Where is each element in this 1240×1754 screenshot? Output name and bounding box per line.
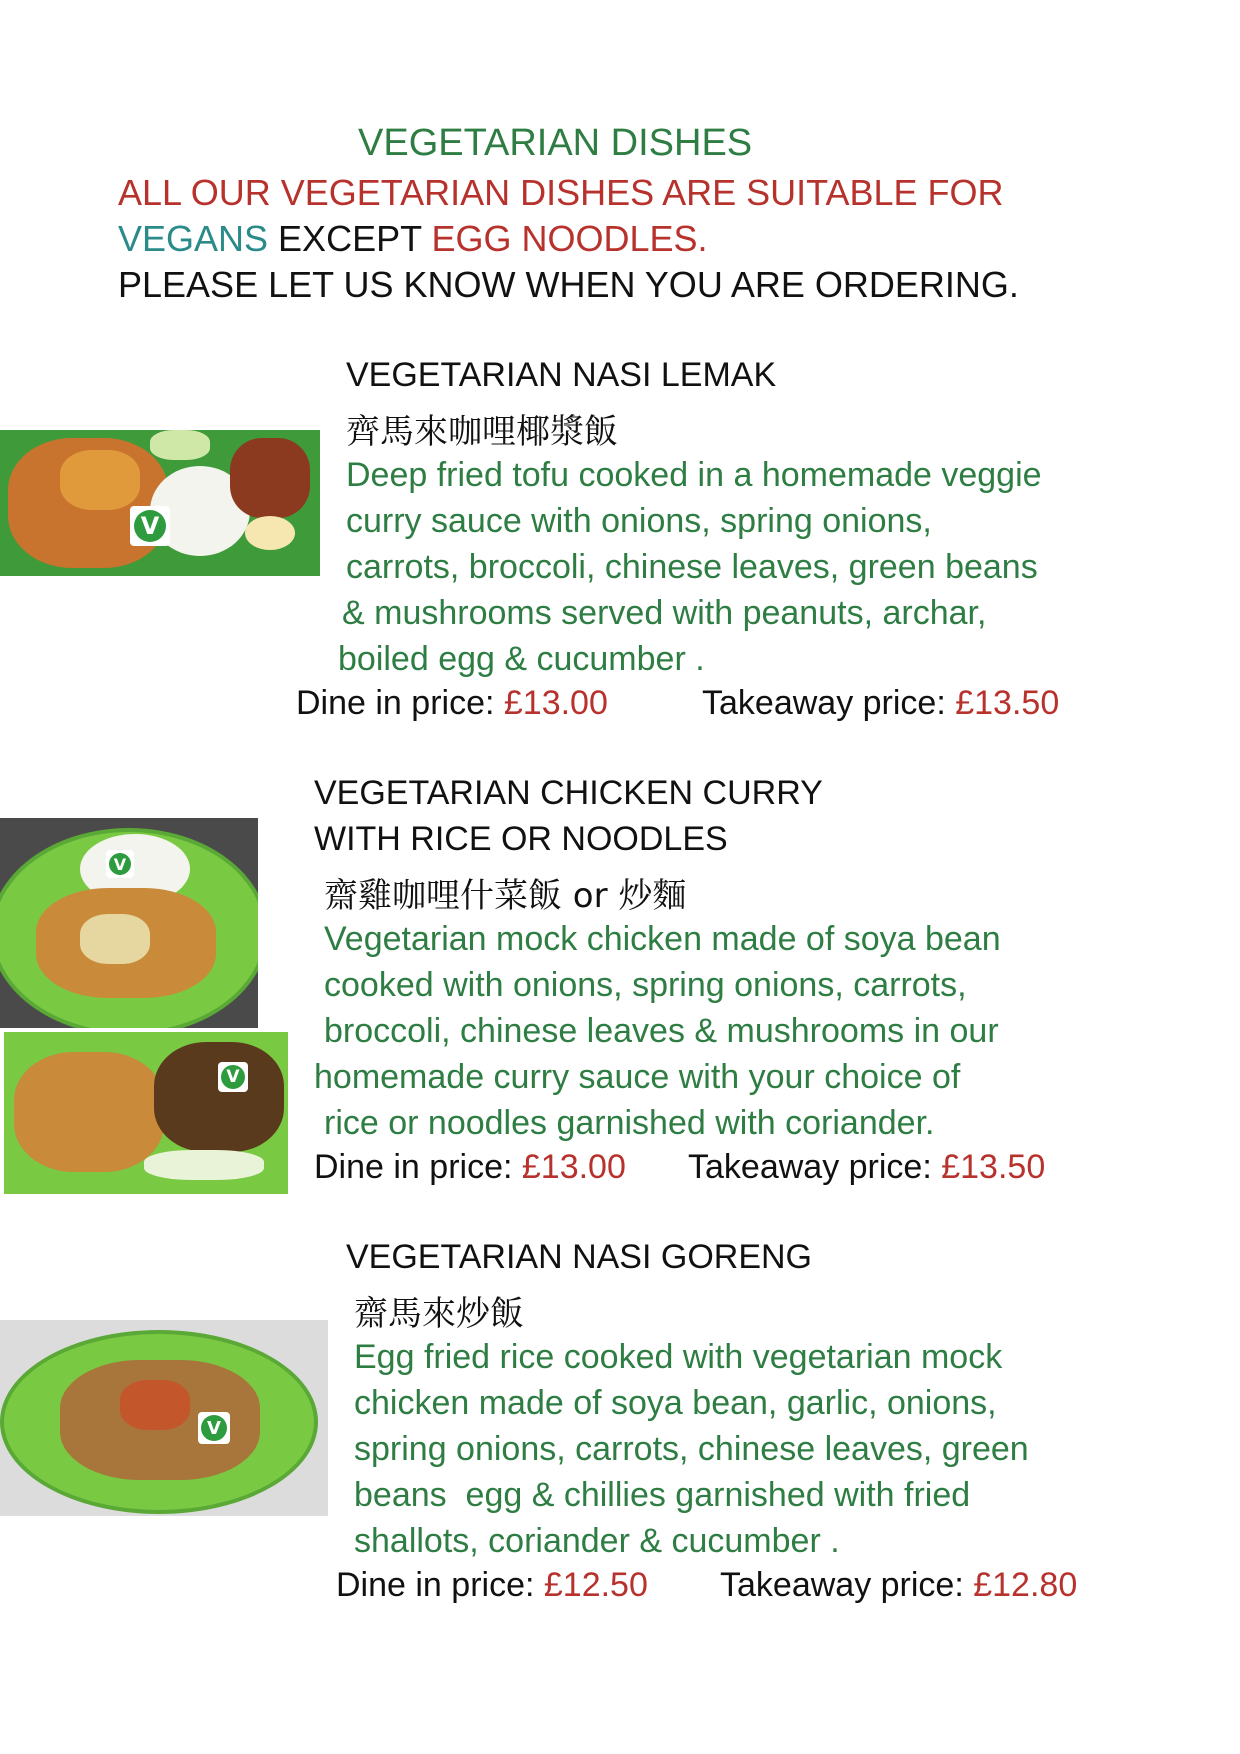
dish-description: Vegetarian mock chicken made of soya bean cooked with onions, spring onions, carrots, broccoli, chinese leaves & mushrooms in our homemade curry sauce with your choice of rice or noodles garnished with coriander.	[314, 920, 1001, 1142]
dish-chinese-name: 齊馬來咖哩椰漿飯	[346, 412, 618, 452]
takeaway-price: Takeaway price: £12.80	[720, 1566, 1078, 1604]
dish-description: Deep fried tofu cooked in a homemade veggie curry sauce with onions, spring onions, carrots, broccoli, chinese leaves, green beans & mushrooms served with peanuts, archar, boiled egg & cucumber .	[338, 456, 1042, 678]
notice-vegans: VEGANS	[118, 218, 269, 259]
dish-chinese-name: 齋馬來炒飯	[354, 1294, 524, 1334]
takeaway-price: Takeaway price: £13.50	[688, 1148, 1046, 1186]
dine-in-price: Dine in price: £13.00	[314, 1148, 626, 1186]
notice-except: EXCEPT	[268, 218, 432, 259]
dish-photo-nasi-goreng	[0, 1320, 328, 1516]
notice-egg-noodles: EGG NOODLES.	[431, 218, 708, 259]
page-title: VEGETARIAN DISHES	[358, 122, 753, 164]
dish-photo-chicken-curry-rice	[0, 818, 258, 1028]
notice-line-3: PLEASE LET US KNOW WHEN YOU ARE ORDERING.	[118, 264, 1019, 305]
notice-line-1: ALL OUR VEGETARIAN DISHES ARE SUITABLE FOR	[118, 172, 1004, 213]
dish-name: VEGETARIAN NASI LEMAK	[346, 356, 777, 394]
vegetarian-icon: V	[106, 850, 134, 878]
dish-photo-chicken-curry-noodles	[4, 1032, 288, 1194]
takeaway-price: Takeaway price: £13.50	[702, 684, 1060, 722]
vegetarian-icon: V	[130, 506, 170, 546]
dish-chinese-name: 齋雞咖哩什菜飯 or 炒麵	[324, 876, 687, 916]
dish-name-line-1: VEGETARIAN CHICKEN CURRY	[314, 774, 823, 812]
vegetarian-icon: V	[218, 1062, 248, 1092]
dish-name: VEGETARIAN NASI GORENG	[346, 1238, 813, 1276]
dish-photo-nasi-lemak	[0, 430, 320, 576]
vegetarian-icon: V	[198, 1412, 230, 1444]
notice-line-2	[118, 218, 708, 260]
dish-description: Egg fried rice cooked with vegetarian mock chicken made of soya bean, garlic, onions, spring onions, carrots, chinese leaves, green beans egg & chillies garnished with fried shallots, coriander & cucumber .	[354, 1338, 1029, 1560]
dine-in-price: Dine in price: £13.00	[296, 684, 608, 722]
dine-in-price: Dine in price: £12.50	[336, 1566, 648, 1604]
dish-name-line-2: WITH RICE OR NOODLES	[314, 820, 728, 858]
